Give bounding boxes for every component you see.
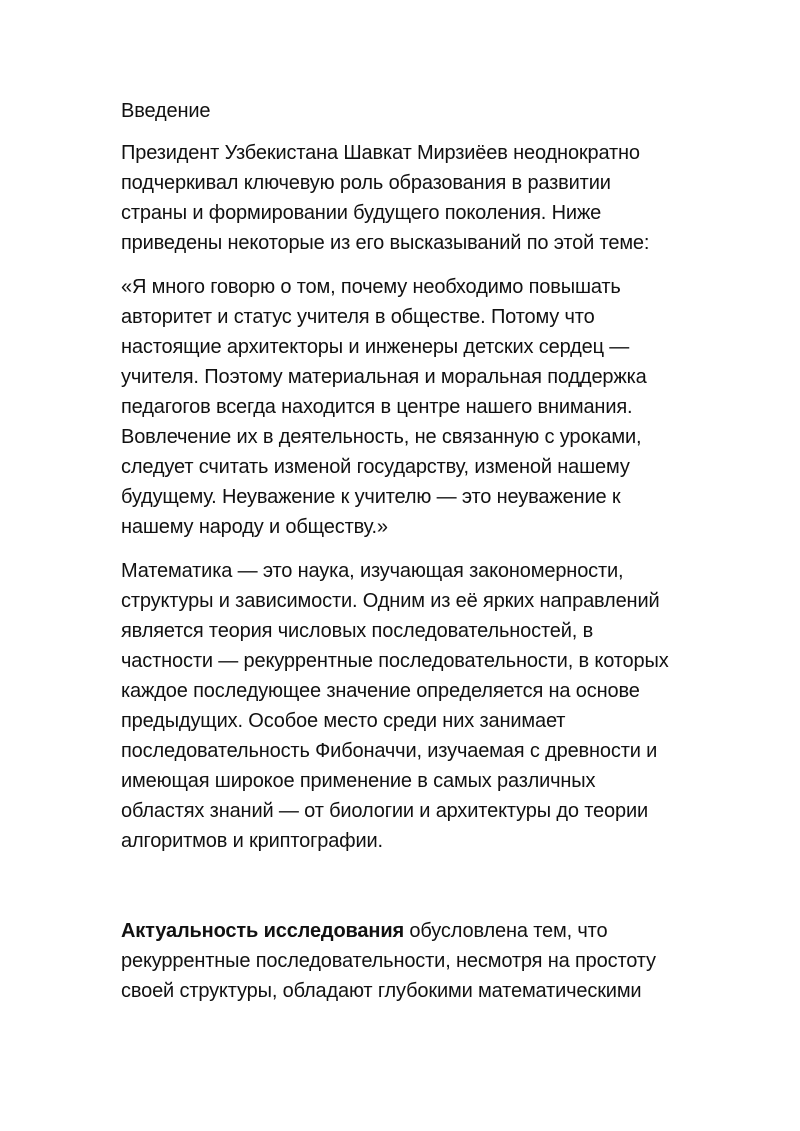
paragraph-president: Президент Узбекистана Шавкат Мирзиёев неоднократно подчеркивал ключевую роль образования в развитии страны и формировании будущего поколения. Ниже приведены некоторые из его высказываний по этой теме: — [121, 142, 650, 254]
document-body — [121, 96, 681, 1020]
paragraph-spacer — [121, 870, 681, 916]
paragraph-relevance — [121, 916, 681, 1006]
intro-heading: Введение — [121, 100, 211, 122]
paragraph-mathematics: Математика — это наука, изучающая закономерности, структуры и зависимости. Одним из её ярких направлений является теория числовых последовательностей, в частности — рекуррентные последовательности, в которых каждое последующее значение определяется на основе предыдущих. Особое место среди них занимает последовательность Фибоначчи, изучаемая с древности и имеющая широкое применение в самых различных областях знаний — от биологии и архитектуры до теории алгоритмов и криптографии. — [121, 560, 669, 852]
quote-paragraph: «Я много говорю о том, почему необходимо повышать авторитет и статус учителя в обществе. Потому что настоящие архитекторы и инженеры детских сердец — учителя. Поэтому материальная и моральная поддержка педагогов всегда находится в центре нашего внимания. Вовлечение их в деятельность, не связанную с уроками, следует считать изменой государству, изменой нашему будущему. Неуважение к учителю — это неуважение к нашему народу и обществу.» — [121, 276, 647, 538]
relevance-text: обусловлена тем, что рекуррентные последовательности, несмотря на простоту своей структуры, обладают глубокими математическими — [121, 920, 656, 1002]
relevance-bold-label: Актуальность исследования — [121, 920, 404, 942]
